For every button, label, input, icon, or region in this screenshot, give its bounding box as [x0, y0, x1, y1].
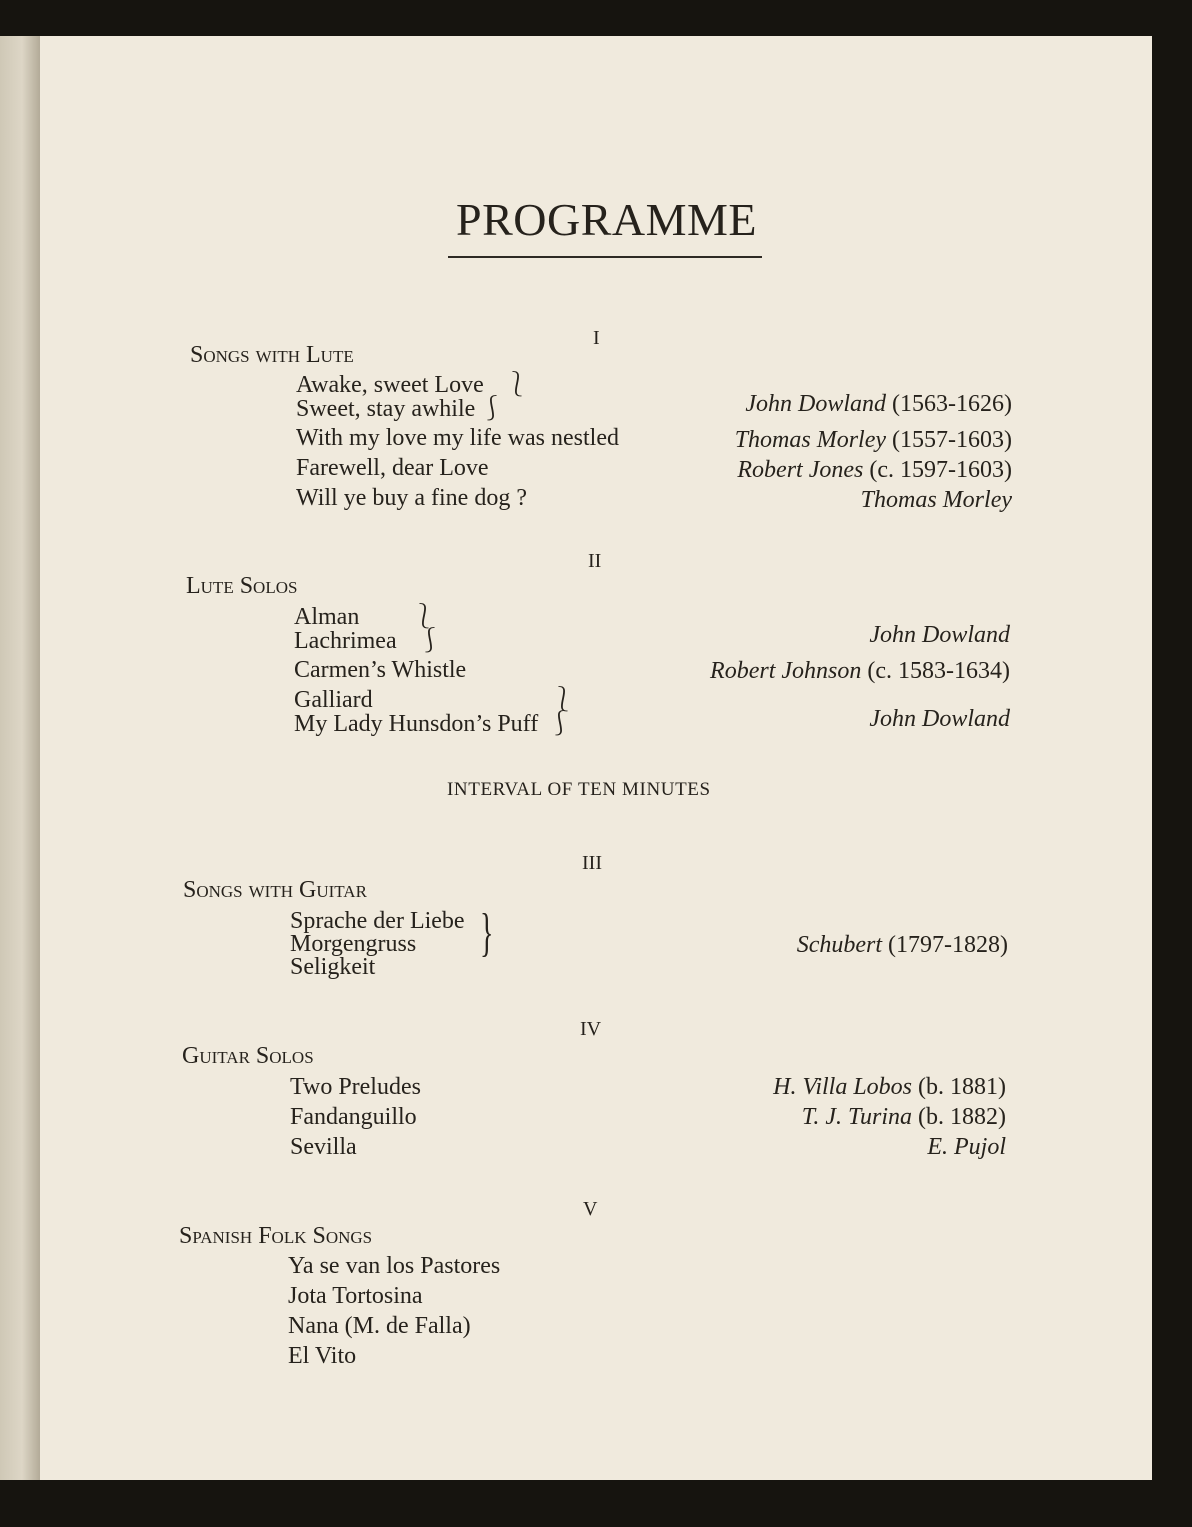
- part-numeral: II: [588, 550, 602, 572]
- composer-credit: [869, 705, 1010, 733]
- composer-name: John Dowland: [869, 622, 1010, 648]
- section-heading: Songs with Guitar: [183, 877, 367, 903]
- brace-glyph: ⎱: [505, 372, 529, 398]
- programme-item: My Lady Hunsdon’s Puff: [294, 711, 539, 737]
- programme-item: El Vito: [288, 1343, 357, 1369]
- composer-dates: (1797-1828): [888, 932, 1008, 958]
- section-heading: Guitar Solos: [182, 1043, 314, 1069]
- programme-item: Will ye buy a fine dog ?: [296, 485, 527, 511]
- composer-name: John Dowland: [869, 706, 1010, 732]
- composer-dates: (1563-1626): [892, 391, 1012, 417]
- programme-item: Morgengruss: [290, 931, 417, 957]
- composer-name: E. Pujol: [927, 1134, 1006, 1160]
- brace-glyph: }: [480, 904, 494, 964]
- composer-credit: [710, 657, 1010, 685]
- programme-page: [0, 36, 1152, 1480]
- programme-item: Two Preludes: [290, 1074, 421, 1100]
- composer-credit: [927, 1133, 1006, 1161]
- section-heading: Songs with Lute: [190, 342, 354, 368]
- composer-name: Thomas Morley: [734, 427, 887, 453]
- programme-item: Awake, sweet Love: [296, 372, 484, 398]
- composer-dates: (c. 1597-1603): [869, 457, 1012, 483]
- interval-note: INTERVAL OF TEN MINUTES: [447, 779, 711, 800]
- composer-credit: [745, 390, 1012, 418]
- composer-name: T. J. Turina: [801, 1104, 913, 1130]
- section-heading: Lute Solos: [186, 573, 298, 599]
- brace-glyph: ⎰: [480, 396, 504, 422]
- composer-name: Robert Jones: [737, 457, 864, 483]
- brace-glyph: ⎱: [412, 604, 436, 630]
- programme-item: Fandanguillo: [290, 1104, 417, 1130]
- programme-item: Ya se van los Pastores: [288, 1253, 501, 1279]
- composer-credit: [861, 486, 1012, 514]
- brace-glyph: ⎰: [418, 628, 442, 654]
- composer-name: Thomas Morley: [860, 487, 1012, 513]
- composer-name: Schubert: [796, 932, 883, 958]
- title-underline: [448, 256, 762, 258]
- programme-item: Carmen’s Whistle: [294, 657, 467, 683]
- programme-item: Nana (M. de Falla): [288, 1313, 471, 1339]
- programme-item: Sprache der Liebe: [290, 908, 465, 934]
- part-numeral: I: [593, 327, 600, 349]
- brace-glyph: ⎱: [551, 687, 575, 713]
- composer-credit: [773, 1073, 1006, 1101]
- part-numeral: V: [583, 1198, 598, 1220]
- programme-item: Sweet, stay awhile: [296, 396, 476, 422]
- composer-dates: (c. 1583-1634): [867, 658, 1010, 684]
- programme-item: Sevilla: [290, 1134, 357, 1160]
- composer-dates: (b. 1881): [918, 1074, 1006, 1100]
- brace-glyph: ⎰: [548, 711, 572, 737]
- section-heading: Spanish Folk Songs: [179, 1223, 373, 1249]
- composer-name: Robert Johnson: [710, 658, 862, 684]
- composer-name: H. Villa Lobos: [773, 1074, 913, 1100]
- composer-credit: [797, 931, 1008, 959]
- page-title: PROGRAMME: [456, 194, 758, 245]
- part-numeral: IV: [580, 1018, 602, 1040]
- composer-dates: (b. 1882): [918, 1104, 1006, 1130]
- programme-item: With my love my life was nestled: [296, 425, 619, 451]
- programme-item: Farewell, dear Love: [296, 455, 489, 481]
- programme-item: Lachrimea: [294, 628, 397, 654]
- composer-name: John Dowland: [745, 391, 887, 417]
- left-page-edge: [0, 36, 40, 1480]
- programme-item: Alman: [294, 604, 360, 630]
- composer-credit: [735, 426, 1012, 454]
- composer-credit: [802, 1103, 1006, 1131]
- composer-credit: [869, 621, 1010, 649]
- part-numeral: III: [582, 852, 602, 874]
- programme-item: Jota Tortosina: [288, 1283, 423, 1309]
- programme-item: Seligkeit: [290, 954, 376, 980]
- composer-dates: (1557-1603): [892, 427, 1012, 453]
- programme-item: Galliard: [294, 687, 373, 713]
- composer-credit: [737, 456, 1012, 484]
